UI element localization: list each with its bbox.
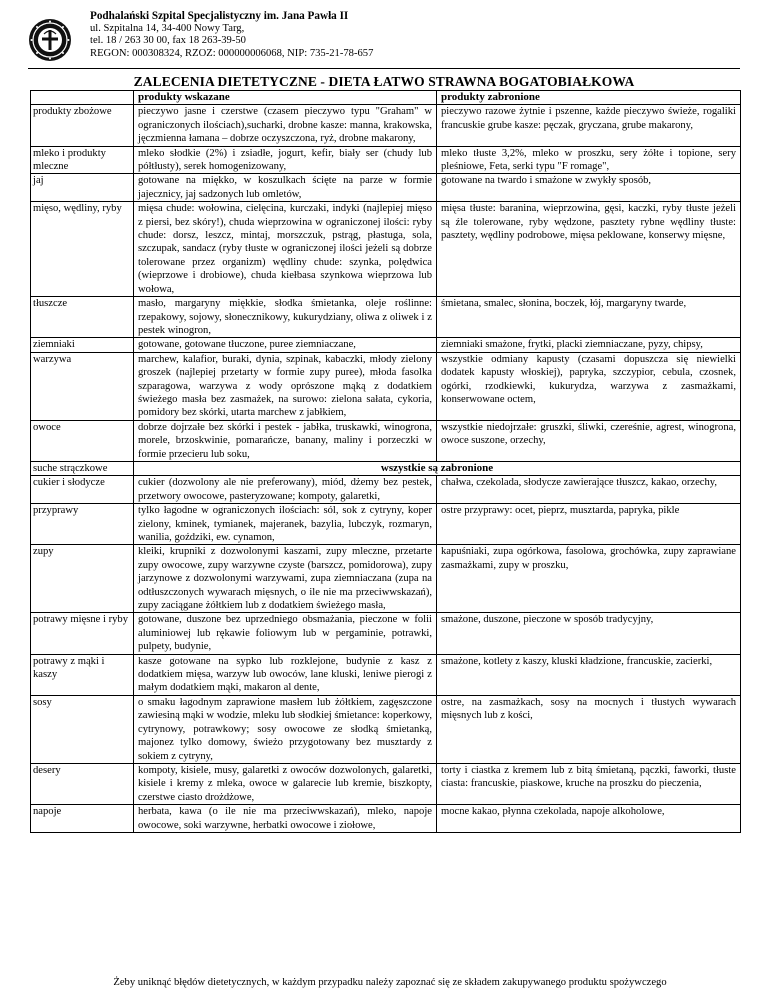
table-row [31, 613, 741, 654]
hospital-emblem-icon [28, 18, 72, 62]
row-forbidden: smażone, duszone, pieczone w sposób tradycyjny, [437, 613, 741, 654]
header-divider [28, 68, 740, 69]
row-category: sosy [31, 695, 134, 763]
row-forbidden: gotowane na twardo i smażone w zwykły sposób, [437, 174, 741, 202]
hospital-phone: tel. 18 / 263 30 00, fax 18 263-39-50 [90, 35, 246, 47]
row-category: mleko i produkty mleczne [31, 146, 134, 174]
row-recommended: kasze gotowane na sypko lub rozklejone, budynie z kasz z dodatkiem mięsa, warzyw lub owoców, lane kluski, leniwe pierogi z małym dodatkiem mąki, makaron al dente, [134, 654, 437, 695]
row-category: zupy [31, 545, 134, 613]
row-forbidden: mocne kakao, płynna czekolada, napoje alkoholowe, [437, 805, 741, 833]
forbidden-header: produkty zabronione [437, 91, 741, 105]
row-category: potrawy mięsne i ryby [31, 613, 134, 654]
table-row [31, 297, 741, 338]
row-full-note: wszystkie są zabronione [134, 461, 741, 475]
table-row [31, 461, 741, 475]
table-row [31, 763, 741, 804]
row-recommended: o smaku łagodnym zaprawione masłem lub żółtkiem, zagęszczone zawiesiną mąki w wodzie, mleku lub słodkiej śmietance: koperkowy, cytrynowy, potrawkowy; sosy owocowe ze słodką śmietanką, majonez tylko domowy, świeżo przygotowany bez musztardy z sokiem z cytryny, [134, 695, 437, 763]
diet-table [30, 90, 741, 833]
row-category: desery [31, 763, 134, 804]
table-row [31, 352, 741, 420]
row-category: warzywa [31, 352, 134, 420]
row-category: potrawy z mąki i kaszy [31, 654, 134, 695]
row-recommended: mięsa chude: wołowina, cielęcina, kurczaki, indyki (najlepiej mięso z piersi, bez skóry!), chuda wieprzowina w ograniczonej ilości: ryby chude: dorsz, leszcz, mintaj, morszczuk, pstrąg, płastuga, sola, szczupak, sandacz (ryby tłuste w ograniczonej ilości jeżeli są dobrze tolerowane przez organizm) wędliny chude: szynka, polędwica (wieprzowe i drobiowe), chuda kiełbasa szynkowa wieprzowa lub wołowa, [134, 202, 437, 297]
letterhead-text [90, 10, 373, 60]
row-category: mięso, wędliny, ryby [31, 202, 134, 297]
row-category: jaj [31, 174, 134, 202]
row-recommended: kleiki, krupniki z dozwolonymi kaszami, zupy mleczne, przetarte zupy owocowe, zupy warzywne czyste (barszcz, pomidorowa), zupy jarzynowe z dozwolonymi warzywami, zupa ziemniaczana (zupa na odtłuszczonych wywarach mięsnych, o ile nie ma przeciwwskazań), zupy zaciągane żółtkiem lub z dodatkiem świeżego masła, [134, 545, 437, 613]
row-forbidden: ostre, na zasmażkach, sosy na mocnych i tłustych wywarach mięsnych lub z kości, [437, 695, 741, 763]
row-forbidden: mleko tłuste 3,2%, mleko w proszku, sery żółte i topione, sery pleśniowe, Feta, serki typu "F romage", [437, 146, 741, 174]
table-row [31, 545, 741, 613]
row-recommended: herbata, kawa (o ile nie ma przeciwwskazań), mleko, napoje owocowe, soki warzywne, herbatki owocowe i ziołowe, [134, 805, 437, 833]
row-forbidden: wszystkie niedojrzałe: gruszki, śliwki, czereśnie, agrest, winogrona, owoce suszone, orzechy, [437, 420, 741, 461]
row-recommended: masło, margaryny miękkie, słodka śmietanka, oleje roślinne: rzepakowy, sojowy, słonecznikowy, kukurydziany, oliwa z oliwek i z pestek winogron, [134, 297, 437, 338]
table-row [31, 420, 741, 461]
table-row [31, 146, 741, 174]
letterhead [28, 10, 740, 66]
row-forbidden: mięsa tłuste: baranina, wieprzowina, gęsi, kaczki, ryby tłuste jeżeli są źle tolerowane, ryby wędzone, pasztety rybne wędliny tłuste: pasztety, wędliny podrobowe, mięsa peklowane, konserwy mięsne, [437, 202, 741, 297]
document-title: ZALECENIA DIETETYCZNE - DIETA ŁATWO STRAWNA BOGATOBIAŁKOWA [133, 74, 635, 89]
row-category: tłuszcze [31, 297, 134, 338]
row-category: przyprawy [31, 504, 134, 545]
row-forbidden: smażone, kotlety z kaszy, kluski kładzione, francuskie, zacierki, [437, 654, 741, 695]
table-row [31, 476, 741, 504]
table-row [31, 654, 741, 695]
hospital-ids: REGON: 000308324, RZOZ: 000000006068, NIP: 735-21-78-657 [90, 47, 374, 59]
row-recommended: kompoty, kisiele, musy, galaretki z owoców dozwolonych, galaretki, kisiele i kremy z mleka, owoce w galarecie lub kremie, biszkopty, czerstwe ciasto drożdżowe, [134, 763, 437, 804]
row-forbidden: ziemniaki smażone, frytki, placki ziemniaczane, pyzy, chipsy, [437, 338, 741, 352]
row-recommended: pieczywo jasne i czerstwe (czasem pieczywo typu "Graham" w ograniczonych ilościach),sucharki, drobne kasze: manna, krakowska, jęczmienna łamana – dobrze oczyszczona, ryż, drobne makarony, [134, 105, 437, 146]
table-row [31, 174, 741, 202]
row-forbidden: wszystkie odmiany kapusty (czasami dopuszcza się niewielki dodatek kapusty włoskiej), papryka, szczypior, cebula, czosnek, ogórki, rzodkiewki, kukurydza, warzywa z zasmażkami, konserwowane octem, [437, 352, 741, 420]
row-recommended: mleko słodkie (2%) i zsiadłe, jogurt, kefir, biały ser (chudy lub półtłusty), serek homogenizowany, [134, 146, 437, 174]
row-recommended: marchew, kalafior, buraki, dynia, szpinak, kabaczki, młody zielony groszek (najlepiej przetarty w formie zupy puree), młoda fasolka szparagowa, warzywa z wody oprószone mąką z dodatkiem świeżego masła bez zasmażek, na surowo: zielona sałata, cykoria, pomidory bez skórki, utarta marchew z jabłkiem, [134, 352, 437, 420]
row-forbidden: śmietana, smalec, słonina, boczek, łój, margaryny twarde, [437, 297, 741, 338]
recommended-header: produkty wskazane [134, 91, 437, 105]
row-recommended: tylko łagodne w ograniczonych ilościach: sól, sok z cytryny, koper zielony, kminek, tymianek, majeranek, bazylia, lubczyk, rozmaryn, wanilia, goździki, ew. cynamon, [134, 504, 437, 545]
row-recommended: gotowane na miękko, w koszulkach ścięte na parze w formie jajecznicy, jaj sadzonych lub omletów, [134, 174, 437, 202]
table-row [31, 805, 741, 833]
row-recommended: dobrze dojrzałe bez skórki i pestek - jabłka, truskawki, winogrona, morele, brzoskwinie, pomarańcze, banany, maliny i porzeczki w formie przecieru lub soku, [134, 420, 437, 461]
table-header-row [31, 91, 741, 105]
row-recommended: gotowane, duszone bez uprzedniego obsmażania, pieczone w folii aluminiowej lub rękawie foliowym lub w pergaminie, potrawki, pulpety, budynie, [134, 613, 437, 654]
row-category: ziemniaki [31, 338, 134, 352]
footer-note: Żeby uniknąć błędów dietetycznych, w każdym przypadku należy zapoznać się ze składem zakupywanego produktu spożywczego [113, 977, 667, 988]
table-row [31, 202, 741, 297]
table-row [31, 695, 741, 763]
row-category: owoce [31, 420, 134, 461]
hospital-name: Podhalański Szpital Specjalistyczny im. Jana Pawła II [90, 10, 349, 22]
row-forbidden: pieczywo razowe żytnie i pszenne, każde pieczywo świeże, rogaliki francuskie grube kasze: pęczak, gryczana, grube makarony, [437, 105, 741, 146]
table-row [31, 504, 741, 545]
row-forbidden: chałwa, czekolada, słodycze zawierające tłuszcz, kakao, orzechy, [437, 476, 741, 504]
row-category: produkty zbożowe [31, 105, 134, 146]
row-forbidden: kapuśniaki, zupa ogórkowa, fasolowa, grochówka, zupy zaprawiane zasmażkami, zupy w proszku, [437, 545, 741, 613]
row-recommended: gotowane, gotowane tłuczone, puree ziemniaczane, [134, 338, 437, 352]
row-category: napoje [31, 805, 134, 833]
category-header [31, 91, 134, 105]
table-row [31, 105, 741, 146]
row-category: cukier i słodycze [31, 476, 134, 504]
row-forbidden: torty i ciastka z kremem lub z bitą śmietaną, pączki, faworki, tłuste ciasta: francuskie, piaskowe, kruche na proszku do pieczenia, [437, 763, 741, 804]
table-row [31, 338, 741, 352]
row-recommended: cukier (dozwolony ale nie preferowany), miód, dżemy bez pestek, przetwory owocowe, pasteryzowane; kompoty, galaretki, [134, 476, 437, 504]
hospital-address: ul. Szpitalna 14, 34-400 Nowy Targ, [90, 22, 245, 34]
row-category: suche strączkowe [31, 461, 134, 475]
row-forbidden: ostre przyprawy: ocet, pieprz, musztarda, papryka, pikle [437, 504, 741, 545]
